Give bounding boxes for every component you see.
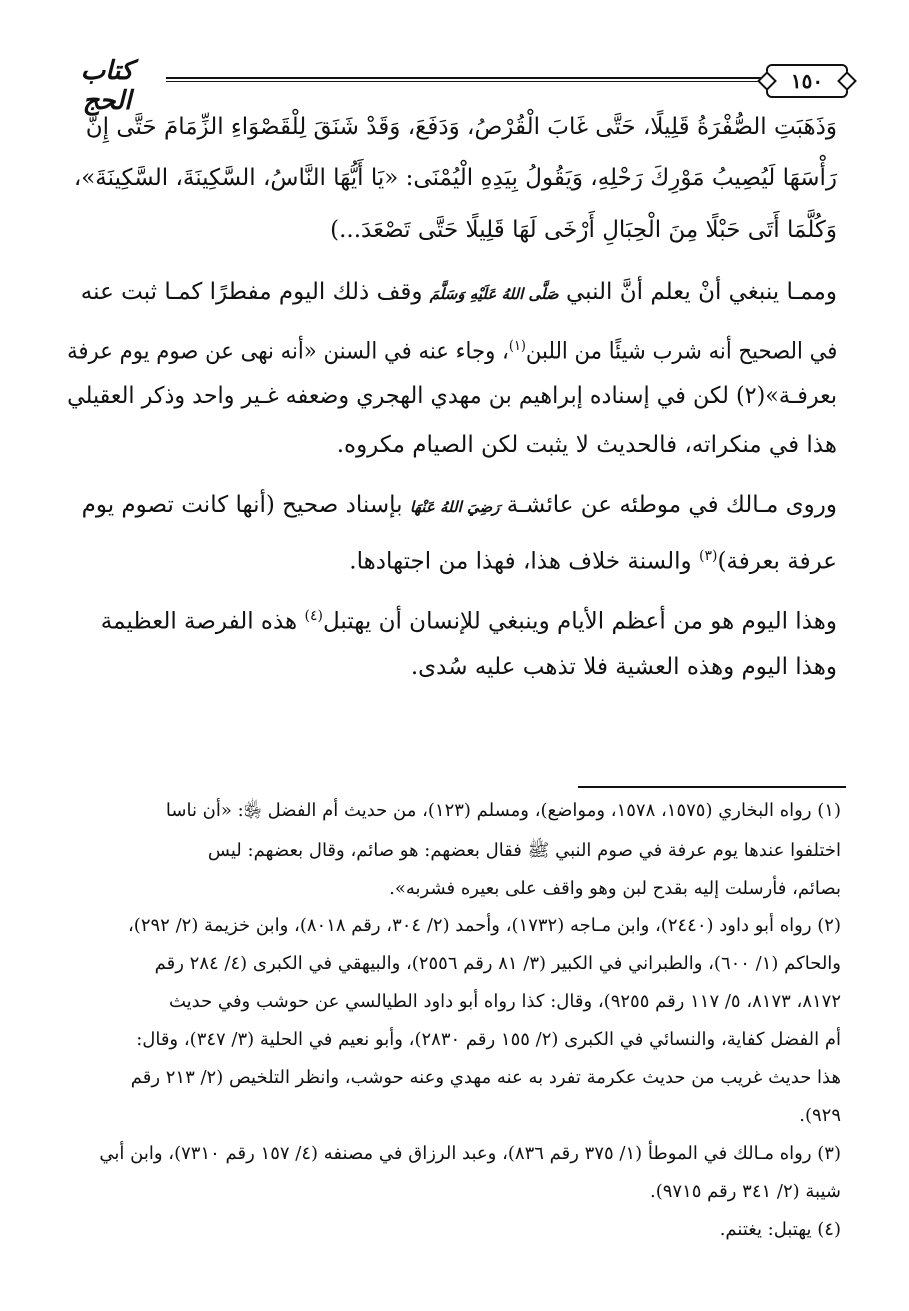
text-span: في الصحيح أنه شرب شيئًا من اللبن xyxy=(525,338,837,365)
header-rule xyxy=(166,77,766,79)
header-rule-thin xyxy=(166,81,766,82)
quote-line: رَأْسَهَا لَيُصِيبُ مَوْرِكَ رَحْلِهِ، وَيَقُولُ بِيَدِهِ الْيُمْنَى: «يَا أَيُّهَا النَّاسُ، السَّكِينَةَ، السَّكِينَةَ»، xyxy=(73,165,837,191)
text-span: وقف ذلك اليوم مفطرًا كمـا ثبت عنه xyxy=(80,279,423,305)
text-span: وروى مـالك في موطئه عن عائشـة xyxy=(506,492,837,518)
radiallahu-glyph: رَضِيَ اللهُ عَنْهَا xyxy=(409,498,500,516)
footnote-line: ٨١٧٢، ٨١٧٣، ٥/ ١١٧ رقم ٩٢٥٥)، وقال: كذا رواه أبو داود الطيالسي عن حوشب وفي حديث xyxy=(168,991,841,1012)
footnote-line: (١) رواه البخاري (١٥٧٥، ١٥٧٨، ومواضع)، ومسلم (١٢٣)، من حديث أم الفضل ﵂: «أن ناسا xyxy=(165,800,841,821)
quote-line: وَذَهَبَتِ الصُّفْرَةُ قَلِيلًا، حَتَّى غَابَ الْقُرْصُ، وَدَفَعَ، وَقَدْ شَنَقَ لِلْقَصْوَاءِ الزِّمَامَ حَتَّى إِنَّ xyxy=(85,114,837,140)
footnote-line: هذا حديث غريب من حديث عكرمة تفرد به عنه مهدي وعنه حوشب، وانظر التلخيص (٢/ ٢١٣ رقم xyxy=(130,1067,841,1088)
salawat-glyph: صَلَّى اللهُ عَلَيْهِ وَسَلَّمَ xyxy=(429,285,559,303)
text-span: بإسناد صحيح (أنها كانت تصوم يوم xyxy=(81,492,403,518)
paragraph-line xyxy=(81,277,837,309)
text-span: وممـا ينبغي أنْ يعلم أنَّ النبي xyxy=(565,279,837,305)
paragraph-line: هذا في منكراته، فالحديث لا يثبت لكن الصيام مكروه. xyxy=(336,432,837,458)
text-span: هذه الفرصة العظيمة xyxy=(100,608,305,635)
footnote-line: بصائم، فأرسلت إليه بقدح لبن وهو واقف على بعيره فشربه». xyxy=(389,878,841,899)
footnote-line: اختلفوا عندها يوم عرفة في صوم النبي ﷺ فقال بعضهم: هو صائم، وقال بعضهم: ليس xyxy=(207,840,841,861)
book-title: كتاب الحج xyxy=(80,56,134,116)
paragraph-line: وهذا اليوم وهذه العشية فلا تذهب عليه سُدى. xyxy=(410,654,837,680)
footnote-line: شيبة (٢/ ٣٤١ رقم ٩٧١٥). xyxy=(650,1181,841,1202)
text-span: والسنة خلاف هذا، فهذا من اجتهادها. xyxy=(349,548,699,575)
paragraph-line xyxy=(101,601,837,637)
text-span: ، وجاء عنه في السنن «أنه نهى عن صوم يوم عرفة xyxy=(66,338,509,365)
paragraph-line xyxy=(82,490,837,522)
footnote-ref[interactable]: (١) xyxy=(508,338,526,354)
footnote-line: (٣) رواه مـالك في الموطأ (١/ ٣٧٥ رقم ٨٣٦)، وعبد الرزاق في مصنفه (٤/ ١٥٧ رقم ٧٣١٠)، وابن أبي xyxy=(99,1143,841,1164)
footnote-line: (٢) رواه أبو داود (٢٤٤٠)، وابن مـاجه (١٧٣٢)، وأحمد (٢/ ٣٠٤، رقم ٨٠١٨)، وابن خزيمة (٢/ ٢٩٢)، xyxy=(127,915,841,936)
quote-line: وَكُلَّمَا أَتَى حَبْلًا مِنَ الْحِبَالِ أَرْخَى لَهَا قَلِيلًا حَتَّى تَصْعَدَ...) xyxy=(330,217,837,243)
footnote-ref[interactable]: (٤) xyxy=(304,608,323,624)
text-span: عرفة بعرفة) xyxy=(717,548,837,575)
paragraph-line xyxy=(67,331,837,367)
text-span: وهذا اليوم هو من أعظم الأيام وينبغي للإنسان أن يهتبل xyxy=(322,608,837,635)
paragraph-line xyxy=(349,541,837,577)
footnote-line: (٤) يهتبل: يغتنم. xyxy=(719,1219,841,1240)
page-header xyxy=(52,56,842,116)
footnote-line: أم الفضل كفاية، والنسائي في الكبرى (٢/ ١٥٥ رقم ٢٨٣٠)، وأبو نعيم في الحلية (٣/ ٣٤٧)، وقال: xyxy=(136,1029,841,1050)
paragraph-line: بعرفـة»(٢) لكن في إسناده إبراهيم بن مهدي الهجري وضعفه غـير واحد وذكر العقيلي xyxy=(67,383,837,409)
page-number-box xyxy=(766,64,848,98)
footnote-ref[interactable]: (٣) xyxy=(698,548,718,564)
footnote-line: والحاكم (١/ ٦٠٠)، والطبراني في الكبير (٣/ ٨١ رقم ٢٥٥٦)، والبيهقي في الكبرى (٤/ ٢٨٤ رقم xyxy=(154,953,841,974)
footnote-separator xyxy=(578,786,846,788)
page-number: ١٥٠ xyxy=(790,69,824,93)
footnote-line: ٩٢٩). xyxy=(799,1105,841,1126)
